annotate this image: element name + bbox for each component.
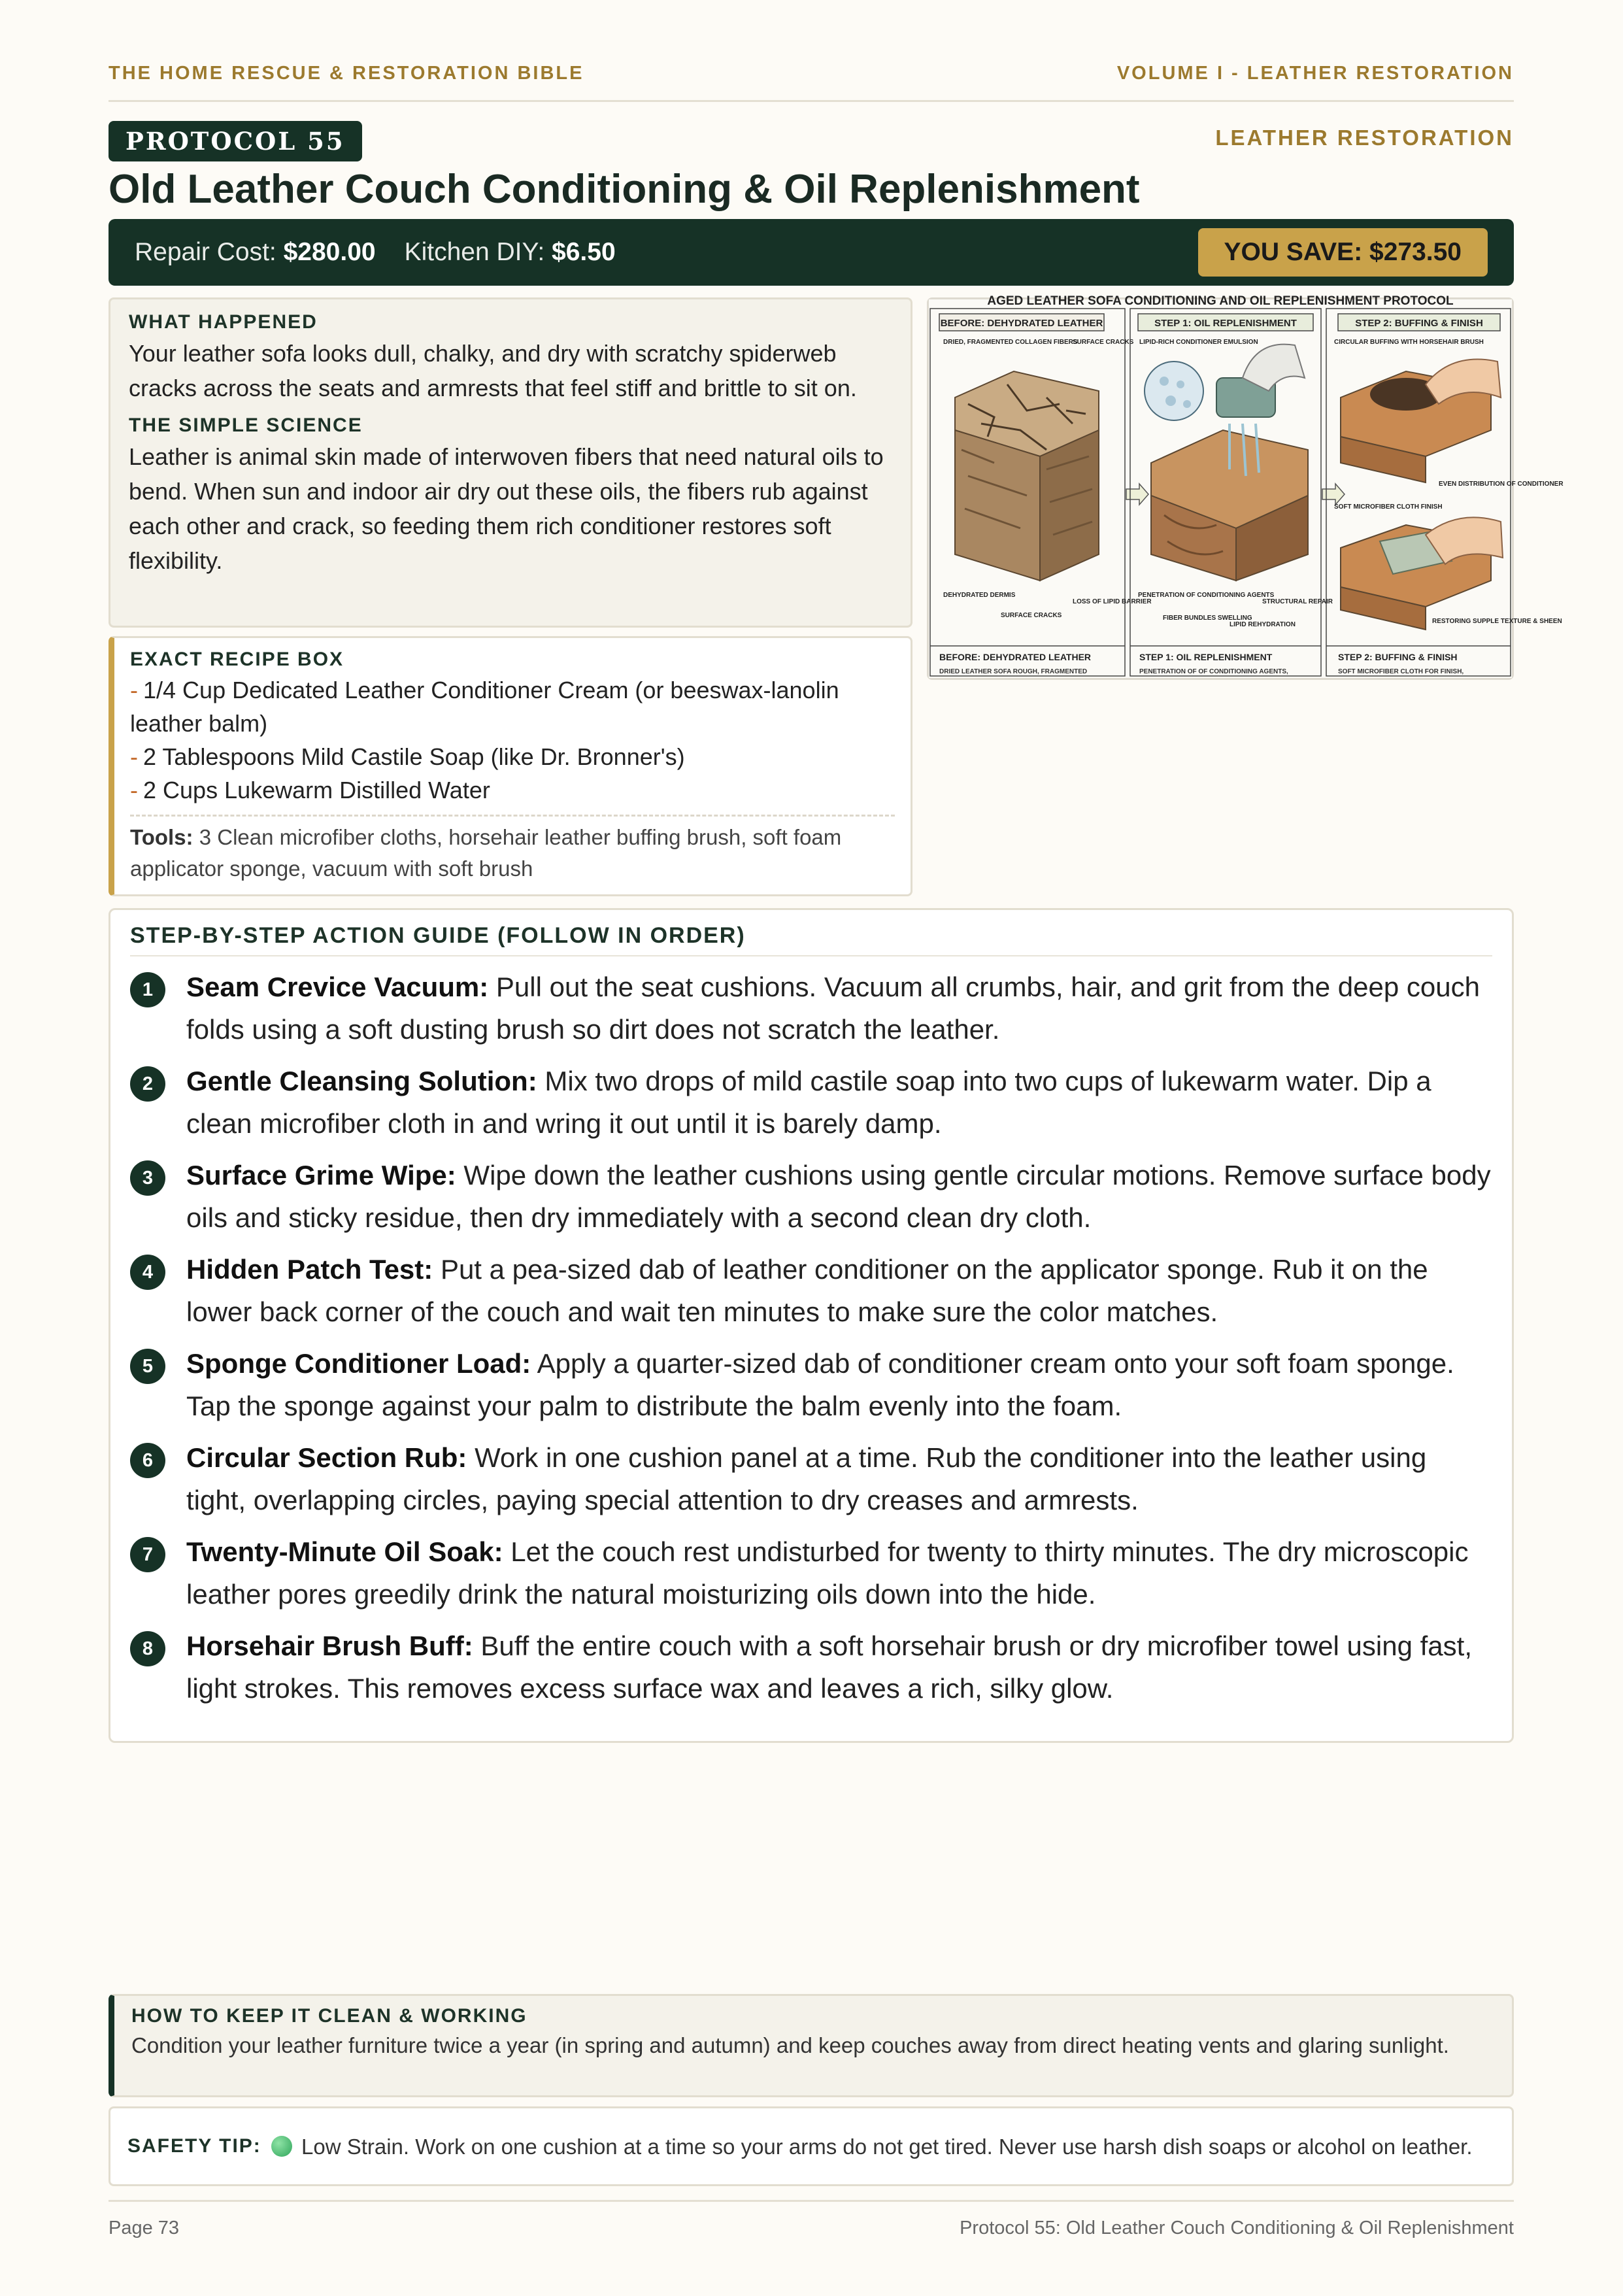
panel-label: EVEN DISTRIBUTION OF CONDITIONER xyxy=(1439,481,1564,488)
step-text: Apply a quarter-sized dab of conditioner cream onto your soft foam sponge. Tap the sponge against your palm to distribute the balm evenly into the foam. xyxy=(186,1348,1454,1421)
science-heading: THE SIMPLE SCIENCE xyxy=(129,414,363,436)
page-title: Old Leather Couch Conditioning & Oil Replenishment xyxy=(109,167,1140,212)
page-number: Page 73 xyxy=(109,2218,180,2238)
maintenance-text: Condition your leather furniture twice a year (in spring and autumn) and keep couches away from direct heating vents and glaring sunlight. xyxy=(131,2033,1449,2057)
panel-label: DRIED, FRAGMENTED COLLAGEN FIBERS xyxy=(943,339,1078,346)
panel-label: LOSS OF LIPID BARRIER xyxy=(1073,598,1152,605)
step-text: Let the couch rest undisturbed for twenty to thirty minutes. The dry microscopic leather pores greedily drink the natural moisturizing oils down into the hide. xyxy=(186,1536,1469,1610)
panel-heading: BEFORE: DEHYDRATED LEATHER xyxy=(940,318,1103,329)
list-item: - 2 Tablespoons Mild Castile Soap (like Dr. Bronner's) xyxy=(130,743,685,770)
cost-bar xyxy=(109,219,1514,286)
step-number: 8 xyxy=(130,1631,165,1666)
step-number: 1 xyxy=(130,972,165,1007)
panel-label: SURFACE CRACKS xyxy=(1073,339,1134,346)
what-happened-text: Your leather sofa looks dull, chalky, and dry with scratchy spiderweb cracks across the seats and armrests that feel stiff and brittle to sit on. xyxy=(129,340,857,401)
panel-caption: PENETRATION OF OF CONDITIONING AGENTS, xyxy=(1139,668,1288,675)
diy-cost-value: $6.50 xyxy=(552,238,616,266)
what-happened-heading: WHAT HAPPENED xyxy=(129,311,318,333)
step-title: Gentle Cleansing Solution: xyxy=(186,1066,537,1096)
maintenance-heading: HOW TO KEEP IT CLEAN & WORKING xyxy=(131,2005,527,2027)
diy-cost-label: Kitchen DIY: xyxy=(404,238,545,266)
step-title: Seam Crevice Vacuum: xyxy=(186,971,489,1002)
step-title: Sponge Conditioner Load: xyxy=(186,1348,531,1379)
list-item xyxy=(130,1060,1492,1145)
list-item xyxy=(130,1248,1492,1333)
panel-heading: STEP 2: BUFFING & FINISH xyxy=(1355,318,1483,329)
tools-label: Tools: xyxy=(130,825,193,849)
steps-box xyxy=(109,908,1514,1743)
list-item xyxy=(130,966,1492,1051)
illustration-svg xyxy=(929,294,1564,678)
step-title: Horsehair Brush Buff: xyxy=(186,1630,473,1661)
panel-heading: STEP 1: OIL REPLENISHMENT xyxy=(1154,318,1297,329)
step-number: 6 xyxy=(130,1443,165,1478)
list-item: - 1/4 Cup Dedicated Leather Conditioner Cream (or beeswax-lanolin leather balm) xyxy=(130,677,839,737)
page xyxy=(109,0,1564,2296)
step-text: Wipe down the leather cushions using gentle circular motions. Remove surface body oils and sticky residue, then dry immediately with a second clean dry cloth. xyxy=(186,1160,1491,1233)
category-label: LEATHER RESTORATION xyxy=(1215,126,1514,150)
step-text: Put a pea-sized dab of leather conditioner on the applicator sponge. Rub it on the lower back corner of the couch and wait ten minutes to make sure the color matches. xyxy=(186,1254,1428,1327)
protocol-badge: PROTOCOL 55 xyxy=(109,121,362,161)
step-title: Hidden Patch Test: xyxy=(186,1254,433,1285)
panel-label: LIPID REHYDRATION xyxy=(1230,621,1296,628)
list-item xyxy=(130,1342,1492,1427)
repair-cost-label: Repair Cost: xyxy=(135,238,276,266)
step-text: Buff the entire couch with a soft horsehair brush or dry microfiber towel using fast, light strokes. This removes excess surface wax and leaves a rich, silky glow. xyxy=(186,1630,1472,1704)
step-title: Twenty-Minute Oil Soak: xyxy=(186,1536,503,1567)
recipe-box xyxy=(109,636,912,896)
step-number: 4 xyxy=(130,1255,165,1290)
panel-label: LIPID-RICH CONDITIONER EMULSION xyxy=(1139,339,1258,346)
step-number: 3 xyxy=(130,1160,165,1196)
book-title: THE HOME RESCUE & RESTORATION BIBLE xyxy=(109,63,584,84)
list-item: - 2 Cups Lukewarm Distilled Water xyxy=(130,777,490,803)
status-dot-icon xyxy=(271,2136,292,2157)
safety-box xyxy=(109,2106,1514,2186)
panel-caption-heading: STEP 2: BUFFING & FINISH xyxy=(1338,652,1458,662)
recipe-heading: EXACT RECIPE BOX xyxy=(130,649,344,670)
repair-cost-value: $280.00 xyxy=(283,238,376,266)
steps-heading: STEP-BY-STEP ACTION GUIDE (FOLLOW IN ORDER) xyxy=(130,923,1492,956)
panel-label: DEHYDRATED DERMIS xyxy=(943,592,1016,599)
tools-text: 3 Clean microfiber cloths, horsehair leather buffing brush, soft foam applicator sponge, vacuum with soft brush xyxy=(130,825,842,881)
step-title: Circular Section Rub: xyxy=(186,1442,467,1473)
running-header xyxy=(109,63,1514,102)
step-number: 5 xyxy=(130,1349,165,1384)
volume-label: VOLUME I - LEATHER RESTORATION xyxy=(1116,63,1514,84)
panel-caption-heading: BEFORE: DEHYDRATED LEATHER xyxy=(939,652,1092,662)
illustration-title: AGED LEATHER SOFA CONDITIONING AND OIL REPLENISHMENT PROTOCOL xyxy=(987,294,1454,308)
footer-title: Protocol 55: Old Leather Couch Conditioning & Oil Replenishment xyxy=(960,2218,1514,2238)
step-text: Pull out the seat cushions. Vacuum all crumbs, hair, and grit from the deep couch folds using a soft dusting brush so dirt does not scratch the leather. xyxy=(186,971,1480,1045)
what-happened-box xyxy=(109,297,912,628)
panel-label: SURFACE CRACKS xyxy=(1001,612,1062,619)
list-item xyxy=(130,1436,1492,1521)
science-text: Leather is animal skin made of interwoven fibers that need natural oils to bend. When sun and indoor air dry out these oils, the fibers rub against each other and crack, so feeding them rich conditioner restores soft flexibility. xyxy=(129,443,884,574)
panel-label: CIRCULAR BUFFING WITH HORSEHAIR BRUSH xyxy=(1334,339,1484,346)
step-number: 2 xyxy=(130,1066,165,1102)
savings-badge: YOU SAVE: $273.50 xyxy=(1198,228,1488,277)
panel-label: FIBER BUNDLES SWELLING xyxy=(1163,615,1252,622)
panel-caption: SOFT MICROFIBER CLOTH FOR FINISH, xyxy=(1338,668,1464,675)
panel-label: PENETRATION OF CONDITIONING AGENTS xyxy=(1138,592,1275,599)
maintenance-box xyxy=(109,1994,1514,2097)
step-title: Surface Grime Wipe: xyxy=(186,1160,456,1190)
panel-caption: DRIED LEATHER SOFA ROUGH, FRAGMENTED xyxy=(939,668,1088,675)
step-text: Mix two drops of mild castile soap into two cups of lukewarm water. Dip a clean microfiber cloth in and wring it out until it is barely damp. xyxy=(186,1066,1431,1139)
panel-label: SOFT MICROFIBER CLOTH FINISH xyxy=(1334,503,1443,511)
safety-text: Low Strain. Work on one cushion at a time so your arms do not get tired. Never use harsh dish soaps or alcohol on leather. xyxy=(301,2134,1473,2159)
panel-caption-heading: STEP 1: OIL REPLENISHMENT xyxy=(1139,652,1273,662)
running-footer xyxy=(109,2200,1514,2239)
list-item xyxy=(130,1625,1492,1710)
step-text: Work in one cushion panel at a time. Rub the conditioner into the leather using tight, overlapping circles, paying special attention to dry creases and armrests. xyxy=(186,1442,1427,1515)
safety-label: SAFETY TIP: xyxy=(127,2135,261,2157)
panel-label: STRUCTURAL REPAIR xyxy=(1262,598,1333,605)
step-number: 7 xyxy=(130,1537,165,1572)
list-item xyxy=(130,1530,1492,1615)
panel-label: RESTORING SUPPLE TEXTURE & SHEEN xyxy=(1432,618,1562,625)
protocol-illustration xyxy=(927,294,1564,680)
list-item xyxy=(130,1154,1492,1239)
tools-line xyxy=(130,815,895,885)
recipe-list xyxy=(130,673,895,807)
